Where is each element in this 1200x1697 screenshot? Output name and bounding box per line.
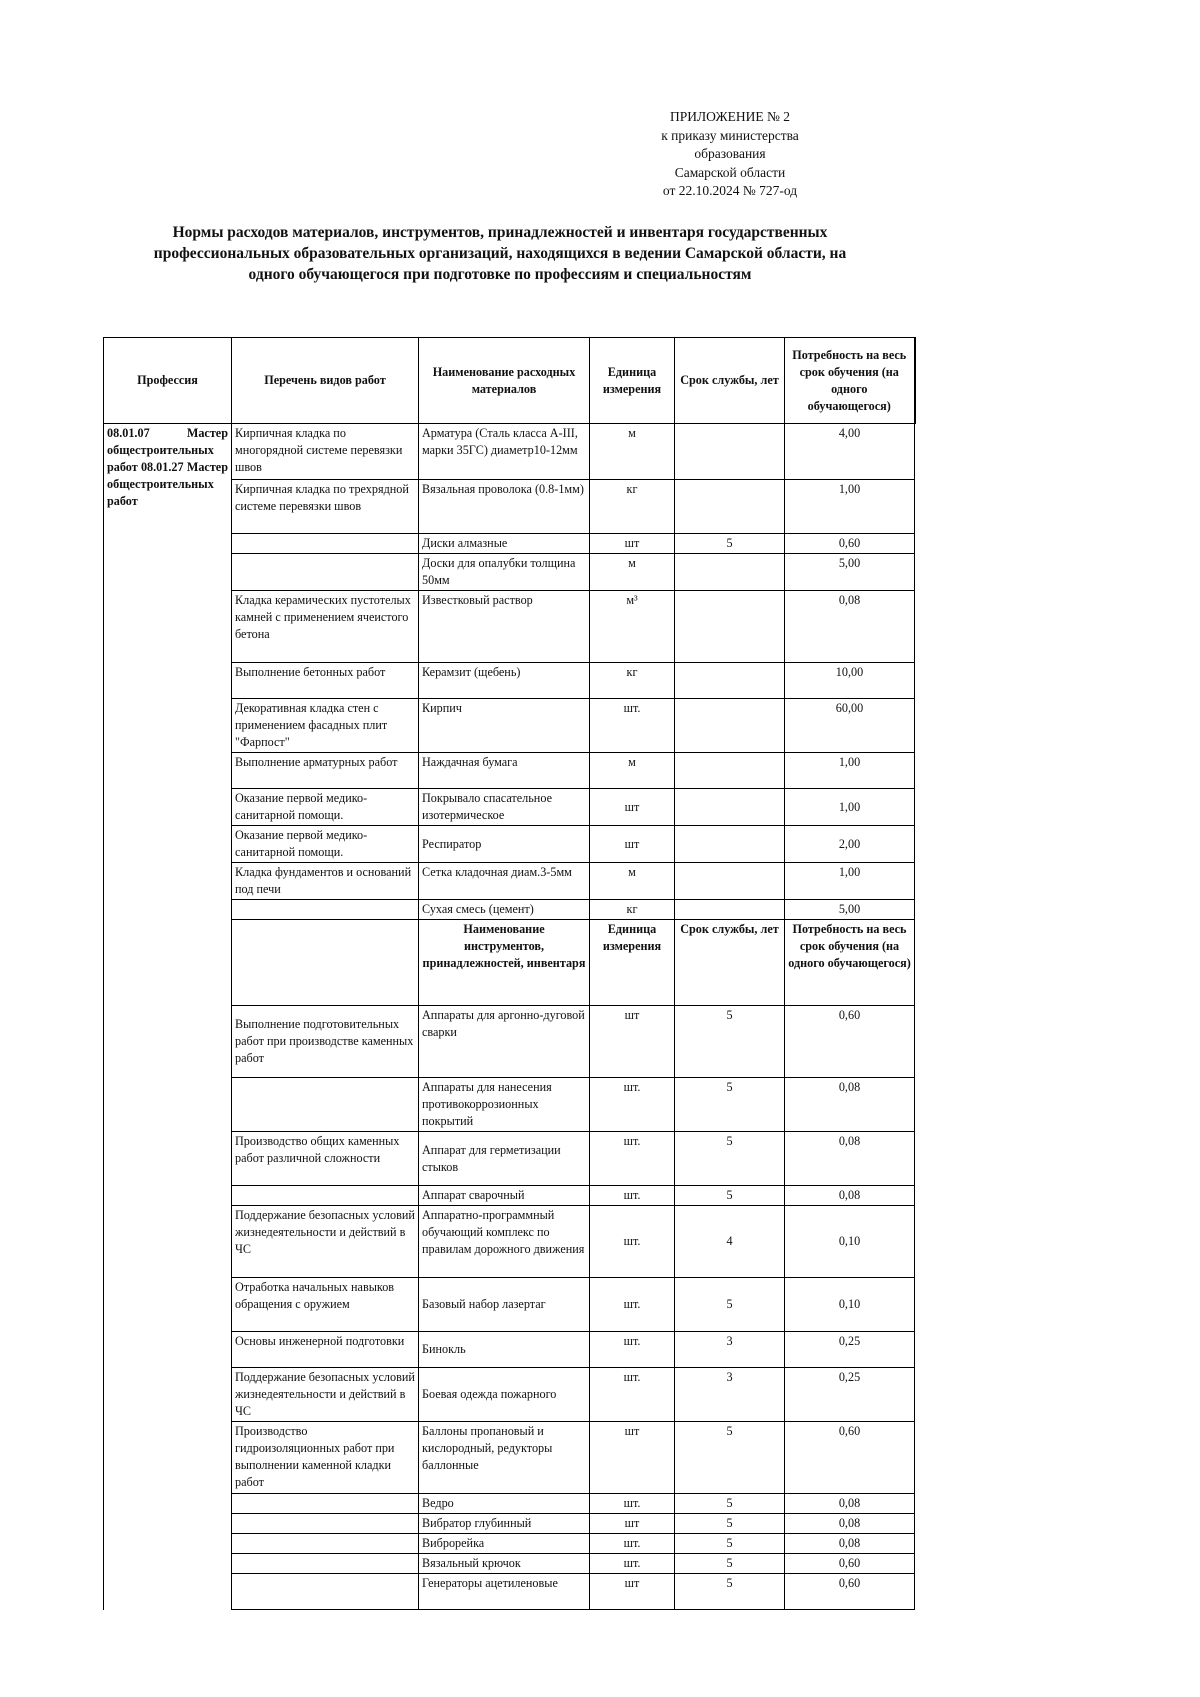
need-cell: 1,00 (785, 753, 915, 789)
item-cell: Доски для опалубки толщина 50мм (419, 554, 590, 591)
need-cell: 0,10 (785, 1278, 915, 1332)
work-cell (232, 1494, 419, 1514)
title-line: одного обучающегося при подготовке по профессиям и специальностям (248, 266, 752, 283)
unit-cell: шт. (590, 1132, 675, 1186)
need-cell: 0,60 (785, 1006, 915, 1078)
life-cell: 3 (675, 1368, 785, 1422)
item-cell: Виброрейка (419, 1534, 590, 1554)
life-cell (675, 699, 785, 753)
item-cell: Известковый раствор (419, 591, 590, 663)
item-cell: Керамзит (щебень) (419, 663, 590, 699)
unit-cell: м (590, 863, 675, 900)
life-cell (675, 554, 785, 591)
item-cell: Наждачная бумага (419, 753, 590, 789)
item-cell: Аппарат сварочный (419, 1186, 590, 1206)
unit-cell: м³ (590, 591, 675, 663)
life-cell (675, 789, 785, 826)
unit-cell: шт. (590, 699, 675, 753)
work-cell: Оказание первой медико-санитарной помощи. (232, 826, 419, 863)
life-cell: 5 (675, 1006, 785, 1078)
unit-cell: м (590, 753, 675, 789)
item-cell: Аппарат для герметизации стыков (419, 1132, 590, 1186)
unit-cell: шт (590, 1574, 675, 1610)
need-cell: 60,00 (785, 699, 915, 753)
life-cell: 5 (675, 1514, 785, 1534)
need-cell: 0,08 (785, 1132, 915, 1186)
unit-cell: шт (590, 1006, 675, 1078)
table-subheader-row (104, 920, 915, 1006)
unit-cell: м (590, 554, 675, 591)
item-cell: Сухая смесь (цемент) (419, 900, 590, 920)
item-cell: Покрывало спасательное изотермическое (419, 789, 590, 826)
need-cell: 1,00 (785, 863, 915, 900)
unit-cell: шт. (590, 1534, 675, 1554)
item-cell: Генераторы ацетиленовые (419, 1574, 590, 1610)
need-cell: 0,60 (785, 1554, 915, 1574)
life-cell (675, 900, 785, 920)
item-cell: Сетка кладочная диам.3-5мм (419, 863, 590, 900)
appendix-line: к приказу министерства (661, 127, 799, 143)
table-body (104, 424, 915, 1610)
life-cell (675, 480, 785, 534)
work-cell (232, 1186, 419, 1206)
header-profession: Профессия (104, 338, 232, 424)
need-cell: 1,00 (785, 789, 915, 826)
item-cell: Аппараты для нанесения противокоррозионных покрытий (419, 1078, 590, 1132)
life-cell (675, 591, 785, 663)
item-cell: Диски алмазные (419, 534, 590, 554)
item-cell: Базовый набор лазертаг (419, 1278, 590, 1332)
document-title (100, 222, 900, 285)
need-cell: 2,00 (785, 826, 915, 863)
life-cell (675, 826, 785, 863)
work-cell: Поддержание безопасных условий жизнедеятельности и действий в ЧС (232, 1206, 419, 1278)
item-cell: Вязальная проволока (0.8-1мм) (419, 480, 590, 534)
life-cell (675, 863, 785, 900)
unit-cell: шт (590, 534, 675, 554)
unit-cell: шт (590, 826, 675, 863)
life-cell: 5 (675, 1078, 785, 1132)
need-cell: 0,10 (785, 1206, 915, 1278)
profession-cell: 08.01.07 Мастер общестроительных работ 08.01.27 Мастер общестроительных работ (104, 424, 232, 920)
appendix-line: ПРИЛОЖЕНИЕ № 2 (669, 109, 791, 124)
need-cell: 0,25 (785, 1368, 915, 1422)
work-cell: Производство общих каменных работ различной сложности (232, 1132, 419, 1186)
life-cell: 5 (675, 534, 785, 554)
subheader-need: Потребность на весь срок обучения (на одного обучающегося) (785, 920, 915, 1006)
unit-cell: шт. (590, 1494, 675, 1514)
life-cell: 4 (675, 1206, 785, 1278)
item-cell: Аппаратно-программный обучающий комплекс по правилам дорожного движения (419, 1206, 590, 1278)
work-cell: Кладка керамических пустотелых камней с применением ячеистого бетона (232, 591, 419, 663)
need-cell: 0,08 (785, 1078, 915, 1132)
work-cell: Кладка фундаментов и оснований под печи (232, 863, 419, 900)
need-cell: 0,08 (785, 591, 915, 663)
work-cell (232, 1534, 419, 1554)
title-line: профессиональных образовательных организаций, находящихся в ведении Самарской области, на (153, 245, 847, 262)
work-cell (232, 1554, 419, 1574)
unit-cell: шт. (590, 1332, 675, 1368)
header-unit: Единица измерения (590, 338, 675, 424)
unit-cell: шт (590, 1422, 675, 1494)
unit-cell: шт. (590, 1206, 675, 1278)
life-cell: 5 (675, 1534, 785, 1554)
need-cell: 5,00 (785, 900, 915, 920)
life-cell (675, 753, 785, 789)
header-service-life: Срок службы, лет (675, 338, 785, 424)
subheader-tool-name: Наименование инструментов, принадлежностей, инвентаря (419, 920, 590, 1006)
work-cell (232, 920, 419, 1006)
appendix-block (600, 108, 860, 201)
work-cell: Поддержание безопасных условий жизнедеятельности и действий в ЧС (232, 1368, 419, 1422)
need-cell: 0,08 (785, 1534, 915, 1554)
item-cell: Бинокль (419, 1332, 590, 1368)
need-cell: 0,25 (785, 1332, 915, 1368)
work-cell: Декоративная кладка стен с применением фасадных плит "Фарпост" (232, 699, 419, 753)
header-need: Потребность на весь срок обучения (на одного обучающегося) (785, 338, 915, 424)
life-cell: 5 (675, 1186, 785, 1206)
subheader-service-life: Срок службы, лет (675, 920, 785, 1006)
header-material-name: Наименование расходных материалов (419, 338, 590, 424)
need-cell: 10,00 (785, 663, 915, 699)
unit-cell: шт. (590, 1554, 675, 1574)
work-cell (232, 1514, 419, 1534)
table-header-row (104, 338, 915, 424)
need-cell: 0,60 (785, 1422, 915, 1494)
unit-cell: шт. (590, 1078, 675, 1132)
life-cell: 5 (675, 1278, 785, 1332)
norms-table (103, 337, 916, 1610)
life-cell (675, 663, 785, 699)
item-cell: Кирпич (419, 699, 590, 753)
work-cell: Оказание первой медико-санитарной помощи. (232, 789, 419, 826)
life-cell: 5 (675, 1574, 785, 1610)
profession-cell-continued (104, 920, 232, 1610)
appendix-line: Самарской области (674, 164, 786, 180)
work-cell (232, 1078, 419, 1132)
need-cell: 4,00 (785, 424, 915, 480)
work-cell (232, 554, 419, 591)
work-cell: Кирпичная кладка по трехрядной системе перевязки швов (232, 480, 419, 534)
work-cell (232, 1574, 419, 1610)
unit-cell: шт. (590, 1368, 675, 1422)
life-cell: 3 (675, 1332, 785, 1368)
life-cell (675, 424, 785, 480)
life-cell: 5 (675, 1554, 785, 1574)
work-cell (232, 900, 419, 920)
appendix-line: образования (694, 146, 766, 161)
need-cell: 0,08 (785, 1514, 915, 1534)
item-cell: Вязальный крючок (419, 1554, 590, 1574)
work-cell: Выполнение бетонных работ (232, 663, 419, 699)
unit-cell: кг (590, 663, 675, 699)
item-cell: Баллоны пропановый и кислородный, редукторы баллонные (419, 1422, 590, 1494)
need-cell: 5,00 (785, 554, 915, 591)
work-cell: Производство гидроизоляционных работ при выполнении каменной кладки работ (232, 1422, 419, 1494)
item-cell: Арматура (Сталь класса А-III, марки 35ГС) диаметр10-12мм (419, 424, 590, 480)
work-cell (232, 534, 419, 554)
item-cell: Ведро (419, 1494, 590, 1514)
unit-cell: м (590, 424, 675, 480)
need-cell: 0,60 (785, 534, 915, 554)
need-cell: 1,00 (785, 480, 915, 534)
unit-cell: кг (590, 480, 675, 534)
work-cell: Выполнение подготовительных работ при производстве каменных работ (232, 1006, 419, 1078)
unit-cell: шт (590, 1514, 675, 1534)
unit-cell: шт (590, 789, 675, 826)
header-work-types: Перечень видов работ (232, 338, 419, 424)
life-cell: 5 (675, 1494, 785, 1514)
subheader-unit: Единица измерения (590, 920, 675, 1006)
item-cell: Вибратор глубинный (419, 1514, 590, 1534)
unit-cell: шт. (590, 1186, 675, 1206)
work-cell: Основы инженерной подготовки (232, 1332, 419, 1368)
item-cell: Боевая одежда пожарного (419, 1368, 590, 1422)
need-cell: 0,08 (785, 1186, 915, 1206)
need-cell: 0,08 (785, 1494, 915, 1514)
work-cell: Выполнение арматурных работ (232, 753, 419, 789)
work-cell: Отработка начальных навыков обращения с оружием (232, 1278, 419, 1332)
appendix-line: от 22.10.2024 № 727-од (662, 183, 798, 198)
unit-cell: шт. (590, 1278, 675, 1332)
life-cell: 5 (675, 1422, 785, 1494)
table-row (104, 424, 915, 480)
title-line: Нормы расходов материалов, инструментов, принадлежностей и инвентаря государственных (172, 224, 828, 241)
item-cell: Респиратор (419, 826, 590, 863)
need-cell: 0,60 (785, 1574, 915, 1610)
work-cell: Кирпичная кладка по многорядной системе перевязки швов (232, 424, 419, 480)
item-cell: Аппараты для аргонно-дуговой сварки (419, 1006, 590, 1078)
unit-cell: кг (590, 900, 675, 920)
life-cell: 5 (675, 1132, 785, 1186)
